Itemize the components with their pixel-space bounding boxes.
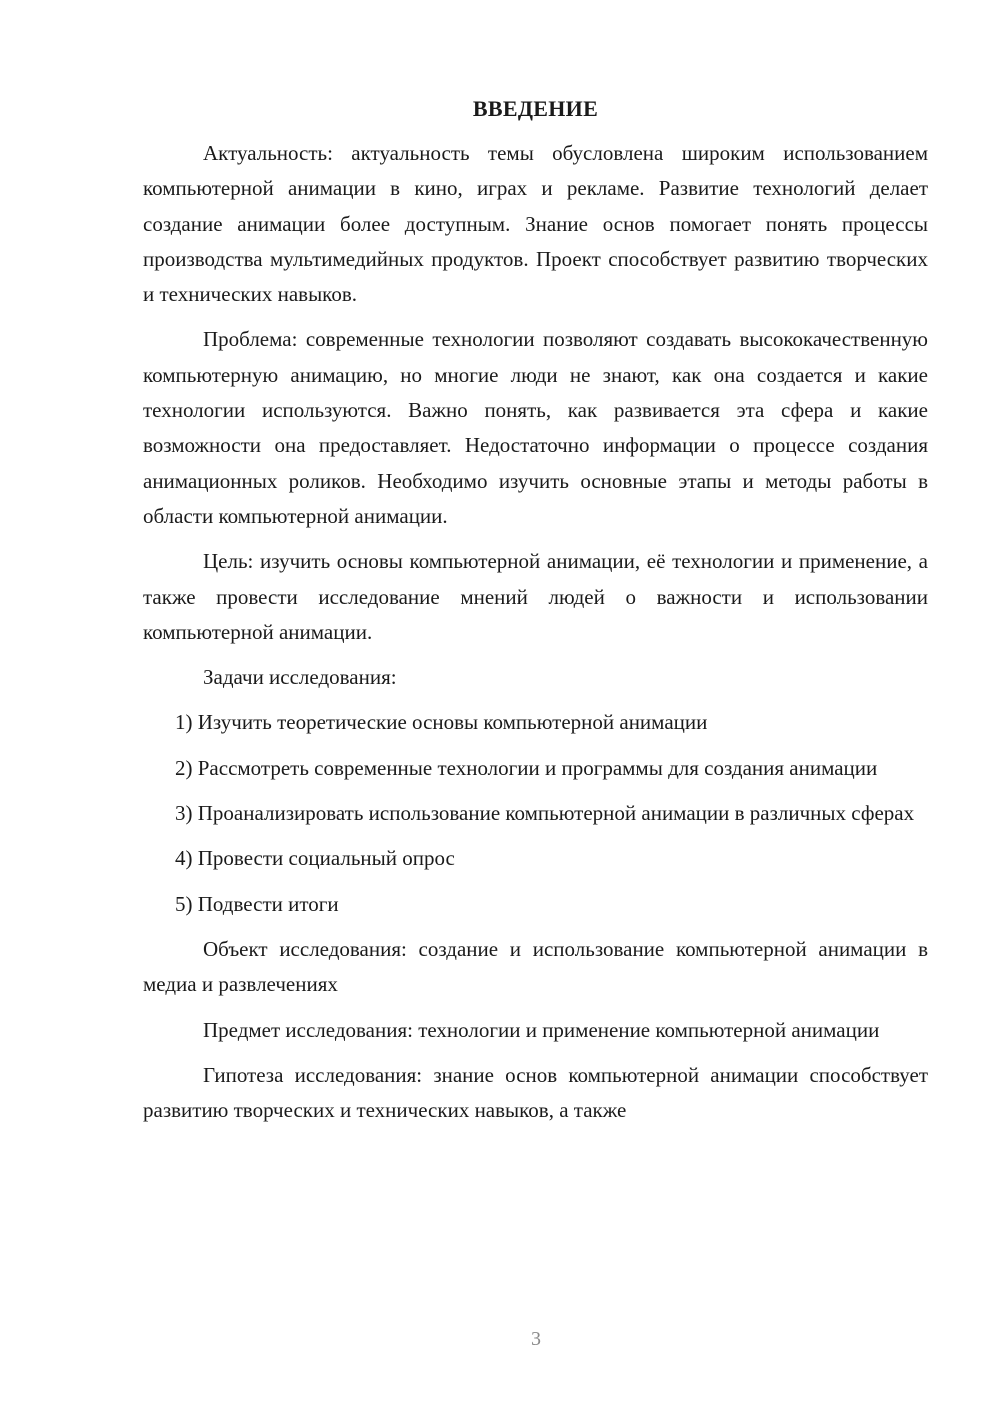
tasks-heading: Задачи исследования:: [203, 665, 397, 690]
task-item-4: 4) Провести социальный опрос: [175, 846, 455, 871]
goal-paragraph: Цель: изучить основы компьютерной анимации, её технологии и применение, а также провести исследование мнений людей о важности и использовании компьютерной анимации.: [143, 549, 928, 644]
subject-paragraph: Предмет исследования: технологии и применение компьютерной анимации: [203, 1017, 880, 1042]
document-page: [143, 92, 928, 1138]
tasks-list: [143, 705, 928, 921]
problem-paragraph: Проблема: современные технологии позволяют создавать высококачественную компьютерную анимацию, но многие люди не знают, как она создается и какие технологии используются. Важно понять, как развивается эта сфера и какие возможности она предоставляет. Недостаточно информации о процессе создания анимационных роликов. Необходимо изучить основные этапы и методы работы в области компьютерной анимации.: [143, 327, 928, 528]
page-title: ВВЕДЕНИЕ: [472, 96, 599, 121]
page-number: 3: [531, 1328, 541, 1350]
task-item-2: 2) Рассмотреть современные технологии и программы для создания анимации: [175, 755, 878, 780]
hypothesis-paragraph: Гипотеза исследования: знание основ компьютерной анимации способствует развитию творческих и технических навыков, а также: [143, 1062, 928, 1123]
object-paragraph: Объект исследования: создание и использование компьютерной анимации в медиа и развлечениях: [143, 936, 928, 997]
task-item-1: 1) Изучить теоретические основы компьютерной анимации: [175, 710, 708, 735]
relevance-paragraph: Актуальность: актуальность темы обусловлена широким использованием компьютерной анимации в кино, играх и рекламе. Развитие технологий делает создание анимации более доступным. Знание основ помогает понять процессы производства мультимедийных продуктов. Проект способствует развитию творческих и технических навыков.: [143, 141, 928, 307]
task-item-5: 5) Подвести итоги: [175, 891, 339, 916]
task-item-3: 3) Проанализировать использование компьютерной анимации в различных сферах: [175, 801, 915, 826]
